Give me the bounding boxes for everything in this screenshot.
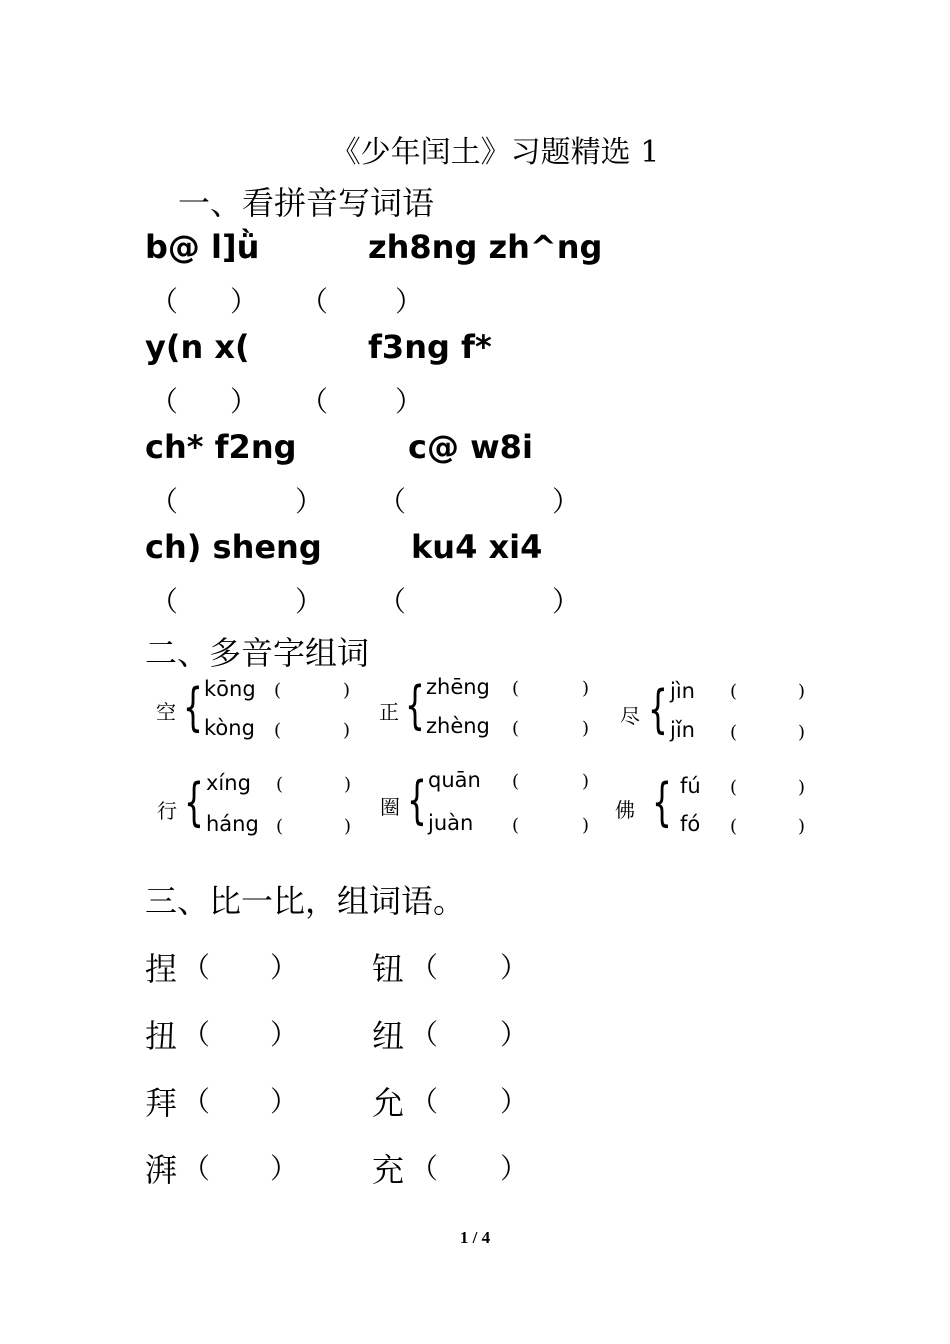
section3-heading: 三、比一比，组词语。 [145,882,466,920]
answer-paren-close: ） [552,485,581,518]
brace-icon: { [405,676,425,736]
paren-open: ( [512,718,520,739]
pinyin-2-left: y(n x( [145,328,250,366]
reading: fú [680,774,701,798]
paren-close: ） [500,1152,529,1185]
brace-icon: { [183,678,203,738]
reading: háng [206,812,259,836]
paren-open: （ [182,1018,211,1051]
paren-close: ) [798,722,806,743]
paren-open: ( [274,680,282,701]
brace-icon: { [407,771,427,831]
paren-open: ( [512,678,520,699]
pinyin-3-right: c@ w8i [408,428,533,466]
reading: zhēng [426,675,490,699]
compare-char: 钮 [372,950,405,988]
paren-close: ） [270,1085,299,1118]
pinyin-4-right: ku4 xi4 [411,528,543,566]
paren-open: （ [182,951,211,984]
answer-paren-open: （ [150,585,179,618]
pinyin-1-right: zh8ng zh^ng [368,228,603,266]
brace-icon: { [184,773,204,833]
paren-close: ) [798,777,806,798]
paren-close: ) [343,720,351,741]
answer-paren-open: （ [300,385,329,418]
reading: jìn [670,679,695,703]
answer-paren-close: ） [395,385,424,418]
pinyin-2-right: f3ng f* [368,328,492,366]
paren-open: ( [276,816,284,837]
reading: xíng [206,771,251,795]
paren-open: （ [182,1152,211,1185]
paren-open: ( [730,777,738,798]
paren-close: ） [500,951,529,984]
answer-paren-open: （ [300,285,329,318]
paren-close: ) [344,816,352,837]
paren-close: ) [582,771,590,792]
answer-paren-open: （ [378,585,407,618]
paren-close: ) [582,678,590,699]
paren-open: （ [410,951,439,984]
section2-heading: 二、多音字组词 [145,634,370,672]
section1-heading: 一、看拼音写词语 [178,184,435,222]
brace-icon: { [652,773,672,833]
reading: quān [428,768,481,792]
answer-paren-close: ） [230,285,259,318]
answer-paren-close: ） [395,285,424,318]
paren-open: （ [182,1085,211,1118]
paren-close: ） [500,1018,529,1051]
brace-icon: { [648,680,668,740]
polyphone-char: 尽 [620,704,640,728]
reading: kòng [204,716,255,740]
paren-open: ( [730,816,738,837]
paren-close: ) [344,774,352,795]
paren-close: ) [343,680,351,701]
paren-open: ( [512,771,520,792]
answer-paren-close: ） [552,585,581,618]
answer-paren-open: （ [150,285,179,318]
paren-open: ( [730,681,738,702]
paren-close: ） [500,1085,529,1118]
paren-close: ） [270,1152,299,1185]
answer-paren-close: ） [295,585,324,618]
pinyin-4-left: ch) sheng [145,528,322,566]
pinyin-3-left: ch* f2ng [145,428,297,466]
compare-char: 扭 [145,1017,178,1055]
polyphone-char: 空 [156,700,176,724]
polyphone-char: 圈 [380,795,400,819]
paren-open: ( [276,774,284,795]
answer-paren-open: （ [378,485,407,518]
paren-open: （ [410,1085,439,1118]
compare-char: 允 [372,1084,405,1122]
paren-close: ） [270,1018,299,1051]
reading: zhèng [426,714,490,738]
paren-close: ） [270,951,299,984]
answer-paren-close: ） [295,485,324,518]
page-title: 《少年闰土》习题精选 1 [330,135,660,170]
paren-close: ) [798,681,806,702]
page-number: 1 / 4 [459,1228,491,1247]
reading: kōng [204,677,256,701]
paren-open: ( [512,815,520,836]
pinyin-1-left: b@ l]ǜ [145,228,260,266]
compare-char: 湃 [145,1151,178,1189]
answer-paren-close: ） [230,385,259,418]
polyphone-char: 正 [379,700,399,724]
compare-char: 充 [372,1151,405,1189]
paren-open: ( [274,720,282,741]
paren-open: （ [410,1018,439,1051]
polyphone-char: 行 [157,799,177,823]
answer-paren-open: （ [150,485,179,518]
reading: fó [680,812,701,836]
answer-paren-open: （ [150,385,179,418]
paren-open: ( [730,722,738,743]
paren-open: （ [410,1152,439,1185]
reading: jǐn [670,718,695,742]
compare-char: 捏 [145,950,178,988]
paren-close: ) [798,816,806,837]
compare-char: 拜 [145,1084,178,1122]
reading: juàn [428,811,474,835]
compare-char: 纽 [372,1017,405,1055]
polyphone-char: 佛 [615,798,635,822]
paren-close: ) [582,718,590,739]
paren-close: ) [582,815,590,836]
